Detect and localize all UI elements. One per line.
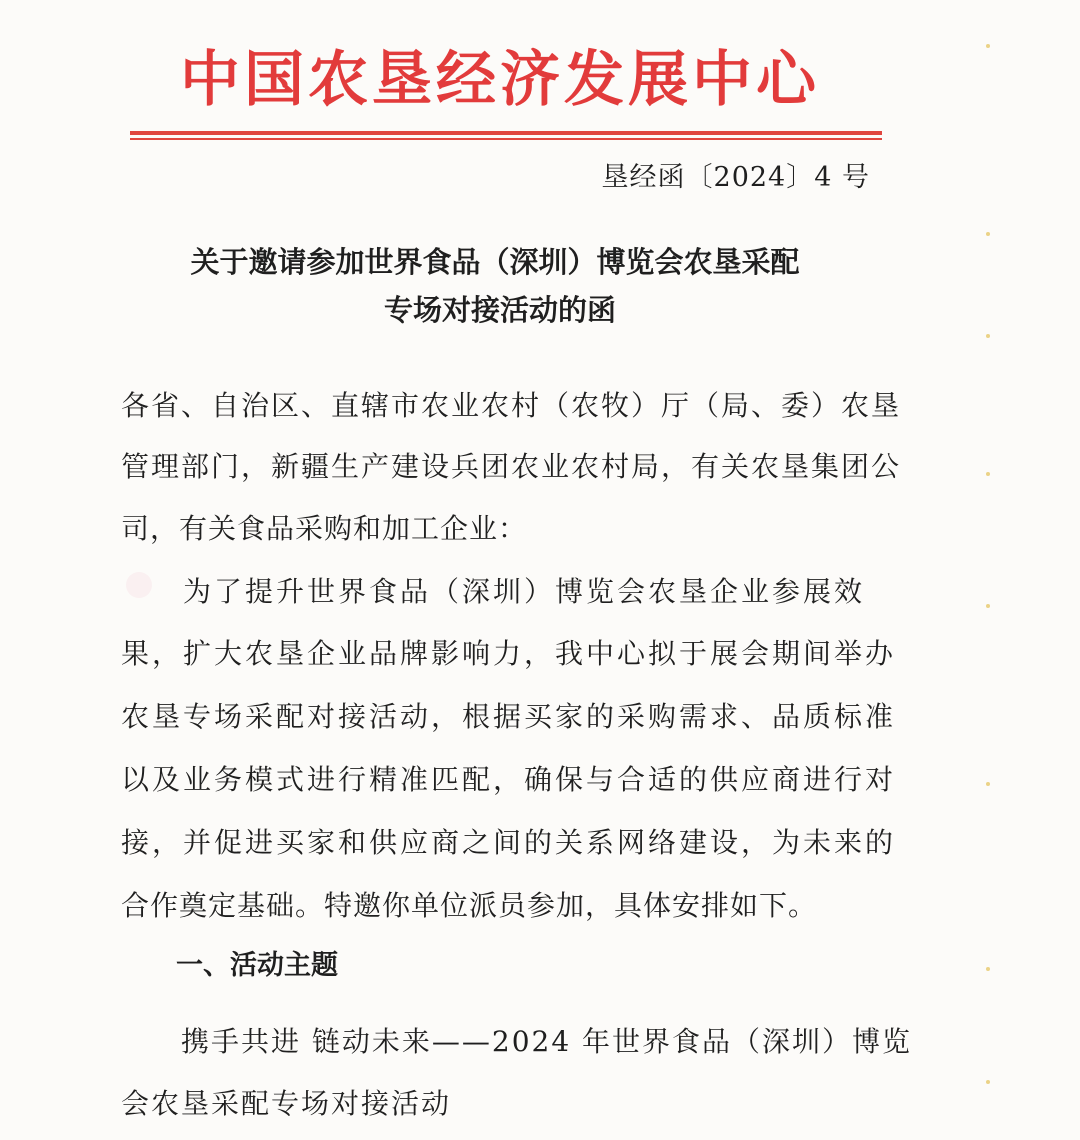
document-title-line-2: 专场对接活动的函 [383,293,616,327]
margin-speck [986,604,990,608]
margin-speck [986,44,990,48]
margin-speck [986,232,990,236]
paragraph-line: 以及业务模式进行精准匹配，确保与合适的供应商进行对 [121,763,897,796]
paragraph-line: 合作奠定基础。特邀你单位派员参加，具体安排如下。 [121,889,818,922]
margin-speck [986,782,990,786]
section-heading: 一、活动主题 [176,950,338,981]
paragraph-line: 为了提升世界食品（深圳）博览会农垦企业参展效 [121,575,866,608]
salutation-line: 管理部门，新疆生产建设兵团农业农村局，有关农垦集团公 [121,450,902,483]
paragraph-line: 果，扩大农垦企业品牌影响力，我中心拟于展会期间举办 [121,637,897,670]
margin-speck [986,334,990,338]
margin-speck [986,1080,990,1084]
document-number: 垦经函〔2024〕4 号 [601,162,870,193]
letterhead-red-rule-thin [130,138,882,140]
letterhead-organization: 中国农垦经济发展中心 [180,45,820,115]
section-text-line: 携手共进 链动未来——2024 年世界食品（深圳）博览 [121,1025,913,1058]
salutation-line: 司，有关食品采购和加工企业： [121,512,528,545]
section-text-line: 会农垦采配专场对接活动 [121,1087,452,1120]
letterhead-red-rule [130,131,882,135]
document-title-line-1: 关于邀请参加世界食品（深圳）博览会农垦采配 [190,245,800,279]
paragraph-line: 农垦专场采配对接活动，根据买家的采购需求、品质标准 [121,700,897,733]
margin-speck [986,472,990,476]
salutation-line: 各省、自治区、直辖市农业农村（农牧）厅（局、委）农垦 [121,389,902,422]
margin-speck [986,967,990,971]
paragraph-line: 接，并促进买家和供应商之间的关系网络建设，为未来的 [121,826,897,859]
